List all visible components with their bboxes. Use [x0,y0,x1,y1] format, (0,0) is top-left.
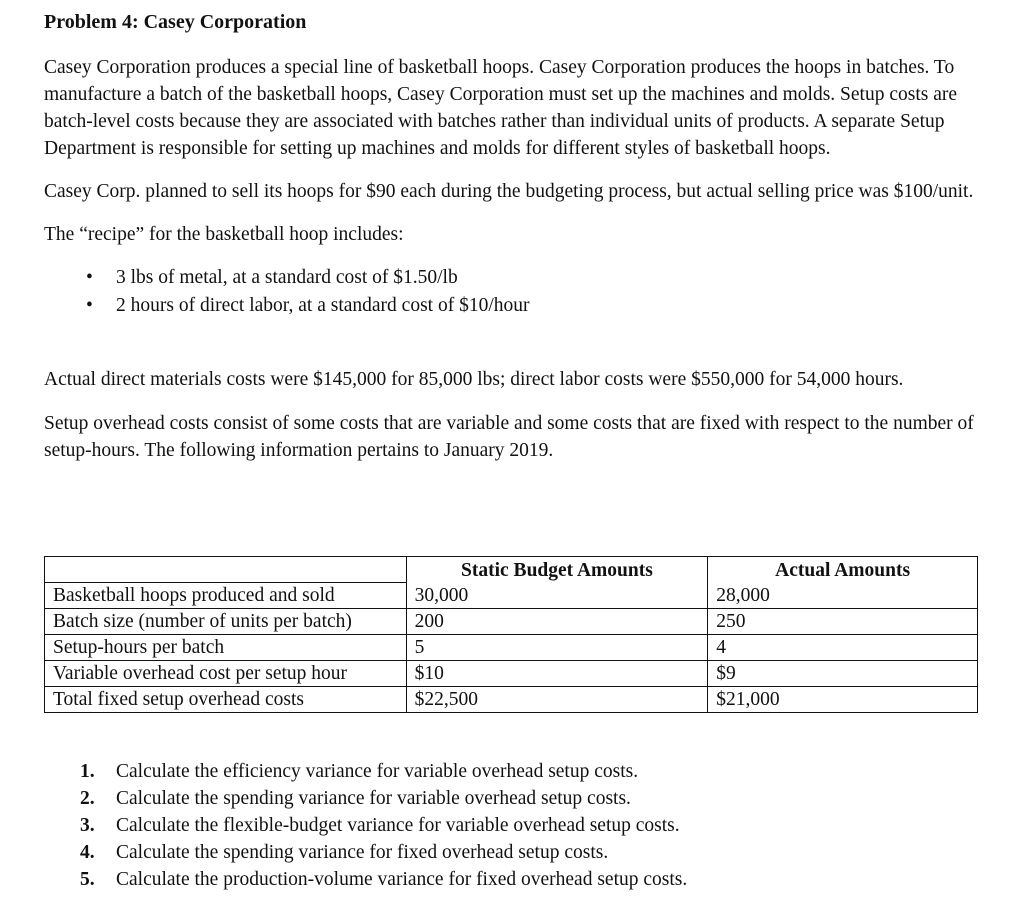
list-item-text: 3 lbs of metal, at a standard cost of $1.50/lb [116,267,458,288]
table-row [45,609,978,635]
actual-value: 4 [708,635,978,661]
row-label: Variable overhead cost per setup hour [45,661,407,687]
table-row [45,583,978,609]
list-item [80,785,687,812]
budget-value: 5 [406,635,708,661]
table-row [45,687,978,713]
question-text: Calculate the spending variance for fixed overhead setup costs. [116,842,609,863]
column-header-budget: Static Budget Amounts [406,557,708,583]
row-label: Basketball hoops produced and sold [45,583,407,609]
row-label: Total fixed setup overhead costs [45,687,407,713]
column-header-actual: Actual Amounts [708,557,978,583]
question-text: Calculate the production-volume variance for fixed overhead setup costs. [116,869,688,890]
problem-title: Problem 4: Casey Corporation [44,11,307,33]
recipe-list [44,264,984,320]
budget-value: $22,500 [406,687,708,713]
bullet-icon: • [86,295,93,316]
budget-table [44,556,978,713]
list-item [80,839,687,866]
table-row [45,661,978,687]
overhead-paragraph: Setup overhead costs consist of some costs that are variable and some costs that are fixed with respect to the number of setup-hours. The following information pertains to January 2019. [44,413,974,461]
question-number: 1. [80,761,95,782]
list-item [80,758,687,785]
question-number: 3. [80,815,95,836]
table-header-blank [45,557,407,583]
list-item [44,264,984,292]
actual-value: $21,000 [708,687,978,713]
row-label: Batch size (number of units per batch) [45,609,407,635]
actual-value: $9 [708,661,978,687]
question-number: 4. [80,842,95,863]
row-label: Setup-hours per batch [45,635,407,661]
list-item [80,812,687,839]
budget-value: 30,000 [406,583,708,609]
document-page [44,8,984,890]
list-item [80,866,687,893]
recipe-paragraph: The “recipe” for the basketball hoop includes: [44,224,404,245]
question-list [80,758,687,893]
list-item-text: 2 hours of direct labor, at a standard cost of $10/hour [116,295,530,316]
bullet-icon: • [86,267,93,288]
budget-value: 200 [406,609,708,635]
budget-value: $10 [406,661,708,687]
table-header-row [45,557,978,583]
table-row [45,635,978,661]
actuals-paragraph: Actual direct materials costs were $145,000 for 85,000 lbs; direct labor costs were $550,000 for 54,000 hours. [44,369,904,390]
actual-value: 28,000 [708,583,978,609]
price-paragraph: Casey Corp. planned to sell its hoops for $90 each during the budgeting process, but actual selling price was $100/unit. [44,181,974,202]
question-number: 2. [80,788,95,809]
list-item [44,292,984,320]
question-text: Calculate the spending variance for variable overhead setup costs. [116,788,631,809]
question-text: Calculate the flexible-budget variance for variable overhead setup costs. [116,815,680,836]
question-number: 5. [80,869,95,890]
question-text: Calculate the efficiency variance for variable overhead setup costs. [116,761,639,782]
actual-value: 250 [708,609,978,635]
intro-paragraph: Casey Corporation produces a special line of basketball hoops. Casey Corporation produces the hoops in batches. To manufacture a batch of the basketball hoops, Casey Corporation must set up the machines and molds. Setup costs are batch-level costs because they are associated with batches rather than individual units of products. A separate Setup Department is responsible for setting up machines and molds for different styles of basketball hoops. [44,57,958,159]
